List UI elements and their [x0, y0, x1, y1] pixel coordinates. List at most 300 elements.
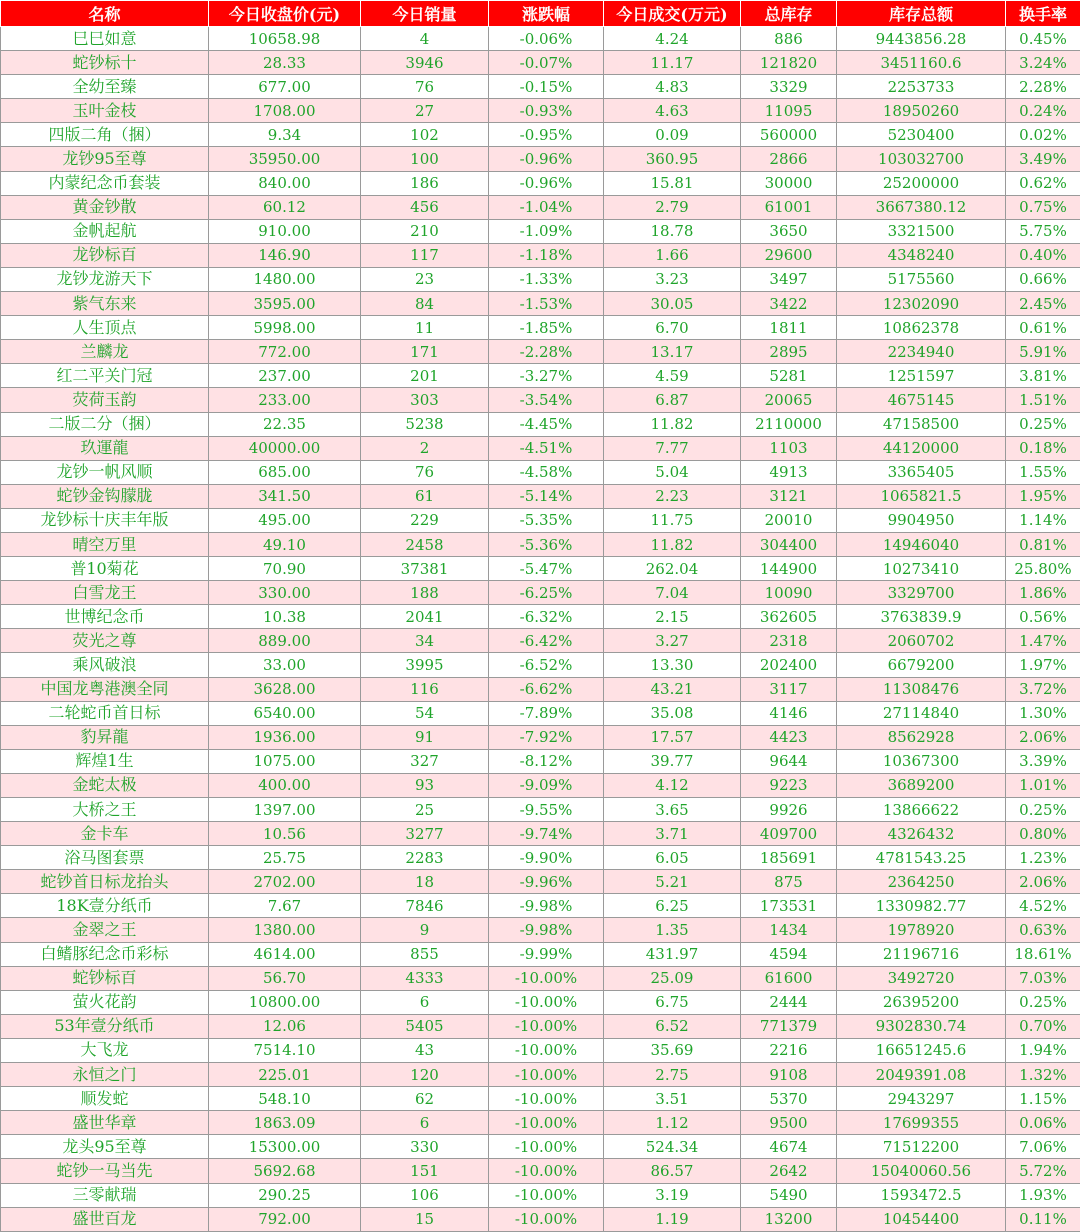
- cell-name: 53年壹分纸币: [1, 1014, 209, 1038]
- header-stock-value: 库存总额: [837, 1, 1006, 27]
- cell-stock-value: 9302830.74: [837, 1014, 1006, 1038]
- table-row: [1, 677, 1080, 701]
- table-row: [1, 629, 1080, 653]
- cell-change: -2.28%: [489, 340, 604, 364]
- cell-turnover-rate: 0.70%: [1006, 1014, 1080, 1038]
- cell-total-stock: 1811: [741, 316, 837, 340]
- cell-name: 内蒙纪念币套装: [1, 171, 209, 195]
- cell-volume: 18: [361, 870, 489, 894]
- cell-close-price: 70.90: [209, 557, 361, 581]
- cell-turnover-rate: 3.49%: [1006, 147, 1080, 171]
- cell-stock-value: 3321500: [837, 219, 1006, 243]
- cell-turnover-amount: 30.05: [604, 292, 741, 316]
- cell-close-price: 3628.00: [209, 677, 361, 701]
- cell-total-stock: 9108: [741, 1063, 837, 1087]
- cell-change: -9.55%: [489, 798, 604, 822]
- cell-close-price: 28.33: [209, 51, 361, 75]
- table-row: [1, 364, 1080, 388]
- table-row: [1, 1014, 1080, 1038]
- cell-total-stock: 5281: [741, 364, 837, 388]
- cell-name: 豹昇龍: [1, 725, 209, 749]
- cell-volume: 6: [361, 1111, 489, 1135]
- cell-turnover-rate: 5.91%: [1006, 340, 1080, 364]
- cell-name: 大桥之王: [1, 798, 209, 822]
- cell-turnover-rate: 1.14%: [1006, 508, 1080, 532]
- cell-volume: 327: [361, 749, 489, 773]
- cell-volume: 62: [361, 1087, 489, 1111]
- cell-turnover-rate: 1.93%: [1006, 1183, 1080, 1207]
- cell-volume: 34: [361, 629, 489, 653]
- cell-turnover-amount: 39.77: [604, 749, 741, 773]
- cell-turnover-rate: 3.39%: [1006, 749, 1080, 773]
- cell-change: -0.06%: [489, 27, 604, 51]
- cell-turnover-rate: 7.06%: [1006, 1135, 1080, 1159]
- cell-close-price: 910.00: [209, 219, 361, 243]
- cell-close-price: 7.67: [209, 894, 361, 918]
- cell-close-price: 5692.68: [209, 1159, 361, 1183]
- table-row: [1, 51, 1080, 75]
- cell-volume: 102: [361, 123, 489, 147]
- cell-volume: 5405: [361, 1014, 489, 1038]
- cell-stock-value: 2253733: [837, 75, 1006, 99]
- cell-volume: 61: [361, 484, 489, 508]
- cell-turnover-amount: 360.95: [604, 147, 741, 171]
- cell-turnover-amount: 25.09: [604, 966, 741, 990]
- cell-turnover-amount: 13.17: [604, 340, 741, 364]
- cell-volume: 210: [361, 219, 489, 243]
- cell-turnover-rate: 1.23%: [1006, 846, 1080, 870]
- cell-close-price: 889.00: [209, 629, 361, 653]
- cell-volume: 91: [361, 725, 489, 749]
- header-turnover-rate: 换手率: [1006, 1, 1080, 27]
- cell-volume: 11: [361, 316, 489, 340]
- cell-turnover-amount: 5.04: [604, 460, 741, 484]
- cell-name: 白鳍豚纪念币彩标: [1, 942, 209, 966]
- cell-name: 蛇钞一马当先: [1, 1159, 209, 1183]
- cell-name: 白雪龙王: [1, 581, 209, 605]
- cell-total-stock: 5370: [741, 1087, 837, 1111]
- cell-close-price: 341.50: [209, 484, 361, 508]
- cell-total-stock: 121820: [741, 51, 837, 75]
- table-row: [1, 1207, 1080, 1231]
- cell-turnover-amount: 3.19: [604, 1183, 741, 1207]
- cell-total-stock: 20065: [741, 388, 837, 412]
- cell-close-price: 1708.00: [209, 99, 361, 123]
- header-name: 名称: [1, 1, 209, 27]
- cell-name: 蛇钞首日标龙抬头: [1, 870, 209, 894]
- cell-turnover-rate: 0.25%: [1006, 990, 1080, 1014]
- cell-volume: 229: [361, 508, 489, 532]
- cell-volume: 76: [361, 460, 489, 484]
- cell-change: -1.85%: [489, 316, 604, 340]
- cell-turnover-rate: 2.28%: [1006, 75, 1080, 99]
- cell-turnover-rate: 0.25%: [1006, 798, 1080, 822]
- cell-volume: 54: [361, 701, 489, 725]
- cell-stock-value: 1593472.5: [837, 1183, 1006, 1207]
- cell-close-price: 10658.98: [209, 27, 361, 51]
- cell-stock-value: 44120000: [837, 436, 1006, 460]
- cell-turnover-rate: 18.61%: [1006, 942, 1080, 966]
- cell-change: -7.89%: [489, 701, 604, 725]
- table-row: [1, 316, 1080, 340]
- cell-stock-value: 103032700: [837, 147, 1006, 171]
- cell-volume: 100: [361, 147, 489, 171]
- cell-turnover-amount: 3.71: [604, 822, 741, 846]
- cell-total-stock: 4146: [741, 701, 837, 725]
- cell-turnover-rate: 3.72%: [1006, 677, 1080, 701]
- cell-turnover-amount: 524.34: [604, 1135, 741, 1159]
- table-row: [1, 581, 1080, 605]
- table-row: [1, 846, 1080, 870]
- cell-volume: 4: [361, 27, 489, 51]
- cell-volume: 201: [361, 364, 489, 388]
- cell-name: 浴马图套票: [1, 846, 209, 870]
- cell-change: -0.93%: [489, 99, 604, 123]
- table-row: [1, 147, 1080, 171]
- cell-name: 永恒之门: [1, 1063, 209, 1087]
- cell-stock-value: 3763839.9: [837, 605, 1006, 629]
- cell-name: 龙钞龙游天下: [1, 267, 209, 291]
- table-row: [1, 219, 1080, 243]
- cell-turnover-rate: 2.45%: [1006, 292, 1080, 316]
- cell-change: -10.00%: [489, 1159, 604, 1183]
- cell-turnover-amount: 6.70: [604, 316, 741, 340]
- table-row: [1, 1038, 1080, 1062]
- cell-total-stock: 2642: [741, 1159, 837, 1183]
- cell-stock-value: 2364250: [837, 870, 1006, 894]
- cell-close-price: 225.01: [209, 1063, 361, 1087]
- cell-total-stock: 173531: [741, 894, 837, 918]
- cell-stock-value: 3329700: [837, 581, 1006, 605]
- cell-turnover-amount: 43.21: [604, 677, 741, 701]
- cell-total-stock: 409700: [741, 822, 837, 846]
- cell-close-price: 495.00: [209, 508, 361, 532]
- cell-change: -0.96%: [489, 171, 604, 195]
- cell-close-price: 677.00: [209, 75, 361, 99]
- cell-total-stock: 1434: [741, 918, 837, 942]
- cell-close-price: 146.90: [209, 243, 361, 267]
- table-row: [1, 508, 1080, 532]
- cell-turnover-amount: 2.75: [604, 1063, 741, 1087]
- table-row: [1, 484, 1080, 508]
- cell-turnover-rate: 1.95%: [1006, 484, 1080, 508]
- cell-volume: 84: [361, 292, 489, 316]
- cell-close-price: 233.00: [209, 388, 361, 412]
- cell-total-stock: 9926: [741, 798, 837, 822]
- cell-close-price: 1863.09: [209, 1111, 361, 1135]
- cell-turnover-amount: 1.12: [604, 1111, 741, 1135]
- cell-turnover-amount: 3.23: [604, 267, 741, 291]
- cell-turnover-amount: 1.66: [604, 243, 741, 267]
- cell-stock-value: 2049391.08: [837, 1063, 1006, 1087]
- cell-name: 蛇钞标百: [1, 966, 209, 990]
- cell-volume: 23: [361, 267, 489, 291]
- cell-turnover-rate: 0.56%: [1006, 605, 1080, 629]
- cell-stock-value: 10273410: [837, 557, 1006, 581]
- cell-turnover-rate: 3.81%: [1006, 364, 1080, 388]
- cell-close-price: 4614.00: [209, 942, 361, 966]
- cell-close-price: 330.00: [209, 581, 361, 605]
- cell-close-price: 22.35: [209, 412, 361, 436]
- cell-turnover-rate: 2.06%: [1006, 725, 1080, 749]
- cell-total-stock: 4913: [741, 460, 837, 484]
- cell-close-price: 772.00: [209, 340, 361, 364]
- cell-name: 红二平关门冠: [1, 364, 209, 388]
- cell-stock-value: 12302090: [837, 292, 1006, 316]
- cell-stock-value: 47158500: [837, 412, 1006, 436]
- cell-volume: 43: [361, 1038, 489, 1062]
- cell-turnover-amount: 1.35: [604, 918, 741, 942]
- cell-stock-value: 4326432: [837, 822, 1006, 846]
- cell-name: 龙钞标十庆丰年版: [1, 508, 209, 532]
- cell-change: -4.58%: [489, 460, 604, 484]
- cell-turnover-amount: 2.15: [604, 605, 741, 629]
- cell-total-stock: 771379: [741, 1014, 837, 1038]
- cell-total-stock: 3497: [741, 267, 837, 291]
- cell-total-stock: 2895: [741, 340, 837, 364]
- table-row: [1, 171, 1080, 195]
- cell-turnover-amount: 13.30: [604, 653, 741, 677]
- cell-total-stock: 144900: [741, 557, 837, 581]
- cell-stock-value: 71512200: [837, 1135, 1006, 1159]
- table-row: [1, 605, 1080, 629]
- cell-turnover-rate: 4.52%: [1006, 894, 1080, 918]
- header-change: 涨跌幅: [489, 1, 604, 27]
- cell-turnover-rate: 1.94%: [1006, 1038, 1080, 1062]
- header-close-price: 今日收盘价(元): [209, 1, 361, 27]
- cell-turnover-amount: 2.23: [604, 484, 741, 508]
- cell-turnover-rate: 1.51%: [1006, 388, 1080, 412]
- cell-close-price: 10.56: [209, 822, 361, 846]
- table-row: [1, 990, 1080, 1014]
- cell-change: -10.00%: [489, 990, 604, 1014]
- cell-volume: 188: [361, 581, 489, 605]
- cell-change: -10.00%: [489, 1038, 604, 1062]
- cell-close-price: 1380.00: [209, 918, 361, 942]
- header-volume: 今日销量: [361, 1, 489, 27]
- table-row: [1, 460, 1080, 484]
- cell-change: -9.96%: [489, 870, 604, 894]
- cell-change: -10.00%: [489, 966, 604, 990]
- cell-turnover-rate: 0.18%: [1006, 436, 1080, 460]
- table-row: [1, 243, 1080, 267]
- cell-volume: 6: [361, 990, 489, 1014]
- cell-turnover-amount: 3.51: [604, 1087, 741, 1111]
- cell-name: 普10菊花: [1, 557, 209, 581]
- cell-volume: 9: [361, 918, 489, 942]
- cell-turnover-amount: 1.19: [604, 1207, 741, 1231]
- cell-turnover-rate: 25.80%: [1006, 557, 1080, 581]
- table-row: [1, 412, 1080, 436]
- cell-volume: 151: [361, 1159, 489, 1183]
- cell-stock-value: 1251597: [837, 364, 1006, 388]
- cell-total-stock: 5490: [741, 1183, 837, 1207]
- cell-close-price: 56.70: [209, 966, 361, 990]
- table-row: [1, 942, 1080, 966]
- cell-turnover-rate: 0.62%: [1006, 171, 1080, 195]
- cell-total-stock: 3650: [741, 219, 837, 243]
- cell-stock-value: 27114840: [837, 701, 1006, 725]
- table-row: [1, 653, 1080, 677]
- table-row: [1, 436, 1080, 460]
- cell-turnover-rate: 0.02%: [1006, 123, 1080, 147]
- cell-stock-value: 9443856.28: [837, 27, 1006, 51]
- cell-name: 玖運龍: [1, 436, 209, 460]
- cell-name: 晴空万里: [1, 532, 209, 556]
- cell-close-price: 35950.00: [209, 147, 361, 171]
- cell-volume: 4333: [361, 966, 489, 990]
- cell-total-stock: 2110000: [741, 412, 837, 436]
- cell-change: -9.98%: [489, 894, 604, 918]
- table-row: [1, 27, 1080, 51]
- cell-total-stock: 2318: [741, 629, 837, 653]
- cell-stock-value: 5175560: [837, 267, 1006, 291]
- cell-turnover-rate: 0.66%: [1006, 267, 1080, 291]
- cell-close-price: 60.12: [209, 195, 361, 219]
- cell-stock-value: 4348240: [837, 243, 1006, 267]
- cell-volume: 186: [361, 171, 489, 195]
- cell-total-stock: 30000: [741, 171, 837, 195]
- cell-change: -0.96%: [489, 147, 604, 171]
- cell-turnover-rate: 1.32%: [1006, 1063, 1080, 1087]
- cell-close-price: 400.00: [209, 773, 361, 797]
- cell-turnover-amount: 35.08: [604, 701, 741, 725]
- cell-total-stock: 560000: [741, 123, 837, 147]
- cell-stock-value: 1065821.5: [837, 484, 1006, 508]
- cell-close-price: 1480.00: [209, 267, 361, 291]
- cell-volume: 7846: [361, 894, 489, 918]
- cell-stock-value: 9904950: [837, 508, 1006, 532]
- cell-total-stock: 362605: [741, 605, 837, 629]
- cell-close-price: 1936.00: [209, 725, 361, 749]
- cell-total-stock: 3422: [741, 292, 837, 316]
- cell-change: -10.00%: [489, 1207, 604, 1231]
- cell-close-price: 49.10: [209, 532, 361, 556]
- table-row: [1, 1087, 1080, 1111]
- cell-close-price: 2702.00: [209, 870, 361, 894]
- table-header: [1, 1, 1080, 27]
- cell-total-stock: 185691: [741, 846, 837, 870]
- cell-turnover-rate: 1.55%: [1006, 460, 1080, 484]
- cell-turnover-rate: 0.24%: [1006, 99, 1080, 123]
- cell-stock-value: 17699355: [837, 1111, 1006, 1135]
- cell-stock-value: 13866622: [837, 798, 1006, 822]
- cell-stock-value: 3689200: [837, 773, 1006, 797]
- table-row: [1, 701, 1080, 725]
- cell-turnover-rate: 5.75%: [1006, 219, 1080, 243]
- table-row: [1, 1111, 1080, 1135]
- cell-stock-value: 2060702: [837, 629, 1006, 653]
- cell-name: 龙钞一帆风顺: [1, 460, 209, 484]
- table-row: [1, 725, 1080, 749]
- cell-name: 乘风破浪: [1, 653, 209, 677]
- cell-turnover-amount: 4.12: [604, 773, 741, 797]
- cell-turnover-rate: 0.80%: [1006, 822, 1080, 846]
- cell-turnover-amount: 6.25: [604, 894, 741, 918]
- cell-volume: 15: [361, 1207, 489, 1231]
- cell-total-stock: 10090: [741, 581, 837, 605]
- header-total-stock: 总库存: [741, 1, 837, 27]
- cell-change: -6.42%: [489, 629, 604, 653]
- cell-turnover-rate: 0.45%: [1006, 27, 1080, 51]
- cell-change: -9.98%: [489, 918, 604, 942]
- cell-name: 黄金钞散: [1, 195, 209, 219]
- table-row: [1, 557, 1080, 581]
- cell-total-stock: 61600: [741, 966, 837, 990]
- cell-turnover-amount: 4.59: [604, 364, 741, 388]
- cell-turnover-rate: 0.81%: [1006, 532, 1080, 556]
- cell-volume: 2458: [361, 532, 489, 556]
- cell-name: 龙钞95至尊: [1, 147, 209, 171]
- cell-volume: 27: [361, 99, 489, 123]
- cell-change: -5.36%: [489, 532, 604, 556]
- cell-turnover-rate: 1.15%: [1006, 1087, 1080, 1111]
- cell-volume: 93: [361, 773, 489, 797]
- cell-close-price: 548.10: [209, 1087, 361, 1111]
- table-row: [1, 388, 1080, 412]
- cell-close-price: 10.38: [209, 605, 361, 629]
- table-row: [1, 798, 1080, 822]
- cell-name: 世博纪念币: [1, 605, 209, 629]
- cell-turnover-rate: 1.30%: [1006, 701, 1080, 725]
- cell-close-price: 6540.00: [209, 701, 361, 725]
- cell-volume: 2283: [361, 846, 489, 870]
- cell-change: -6.25%: [489, 581, 604, 605]
- cell-change: -10.00%: [489, 1135, 604, 1159]
- cell-stock-value: 11308476: [837, 677, 1006, 701]
- cell-total-stock: 4594: [741, 942, 837, 966]
- cell-total-stock: 9223: [741, 773, 837, 797]
- cell-name: 紫气东来: [1, 292, 209, 316]
- cell-stock-value: 10367300: [837, 749, 1006, 773]
- cell-change: -10.00%: [489, 1111, 604, 1135]
- cell-turnover-rate: 1.01%: [1006, 773, 1080, 797]
- table-row: [1, 749, 1080, 773]
- cell-volume: 855: [361, 942, 489, 966]
- cell-volume: 171: [361, 340, 489, 364]
- cell-close-price: 3595.00: [209, 292, 361, 316]
- cell-turnover-rate: 0.11%: [1006, 1207, 1080, 1231]
- cell-turnover-amount: 15.81: [604, 171, 741, 195]
- cell-change: -5.14%: [489, 484, 604, 508]
- cell-volume: 3277: [361, 822, 489, 846]
- cell-name: 金蛇太极: [1, 773, 209, 797]
- table-row: [1, 532, 1080, 556]
- cell-total-stock: 3121: [741, 484, 837, 508]
- table-row: [1, 123, 1080, 147]
- cell-volume: 2: [361, 436, 489, 460]
- cell-change: -8.12%: [489, 749, 604, 773]
- cell-name: 全幼至臻: [1, 75, 209, 99]
- cell-name: 四版二角（捆）: [1, 123, 209, 147]
- cell-name: 玉叶金枝: [1, 99, 209, 123]
- header-row: [1, 1, 1080, 27]
- cell-total-stock: 9644: [741, 749, 837, 773]
- cell-turnover-rate: 0.75%: [1006, 195, 1080, 219]
- cell-volume: 76: [361, 75, 489, 99]
- cell-turnover-amount: 7.77: [604, 436, 741, 460]
- cell-change: -3.54%: [489, 388, 604, 412]
- cell-turnover-amount: 5.21: [604, 870, 741, 894]
- cell-name: 金卡车: [1, 822, 209, 846]
- cell-total-stock: 20010: [741, 508, 837, 532]
- cell-volume: 2041: [361, 605, 489, 629]
- table-row: [1, 1159, 1080, 1183]
- cell-name: 蛇钞金钩朦胧: [1, 484, 209, 508]
- cell-turnover-rate: 3.24%: [1006, 51, 1080, 75]
- cell-turnover-rate: 0.40%: [1006, 243, 1080, 267]
- cell-turnover-amount: 4.24: [604, 27, 741, 51]
